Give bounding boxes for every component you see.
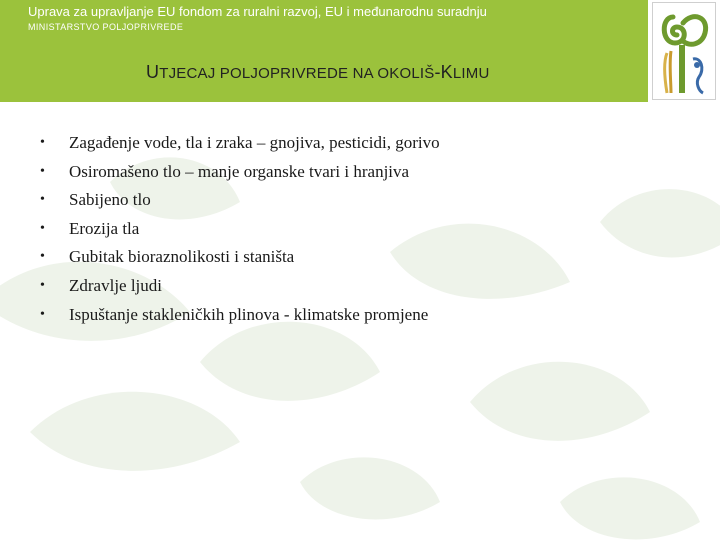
bullet-glyph: •	[40, 135, 45, 150]
bullet-glyph: •	[40, 249, 45, 265]
header-band	[0, 0, 648, 102]
bullet-text: Gubitak bioraznolikosti i staništa	[69, 247, 295, 267]
bullet-glyph: •	[40, 192, 45, 208]
bullet-glyph: •	[40, 277, 45, 293]
bullet-text: Osiromašeno tlo – manje organske tvari i hranjiva	[69, 161, 410, 181]
bullet-text: Ispuštanje stakleničkih plinova - klimatske promjene	[69, 304, 429, 324]
leaf-logo-icon	[653, 3, 717, 101]
bullet-glyph: •	[40, 163, 45, 179]
title-part-1: U	[146, 62, 160, 82]
bullet-text: Zagađenje vode, tla i zraka – gnojiva, pesticidi, gorivo	[69, 133, 440, 152]
title-part-2: TJECAJ POLJOPRIVREDE NA OKOLIŠ	[159, 65, 435, 82]
slide-title	[146, 62, 490, 83]
bullet-glyph: •	[40, 220, 45, 236]
bullet-glyph: •	[40, 306, 45, 322]
title-part-3: -K	[434, 62, 453, 82]
ministry-name: MINISTARSTVO POLJOPRIVREDE	[28, 22, 184, 32]
bullet-text: Sabijeno tlo	[69, 190, 151, 210]
title-part-4: LIMU	[452, 65, 490, 82]
bullet-text: Erozija tla	[69, 218, 140, 238]
org-name: Uprava za upravljanje EU fondom za ruralni razvoj, EU i međunarodnu suradnju	[28, 4, 487, 19]
ministry-logo	[652, 2, 716, 100]
bullet-text: Zdravlje ljudi	[69, 275, 163, 295]
